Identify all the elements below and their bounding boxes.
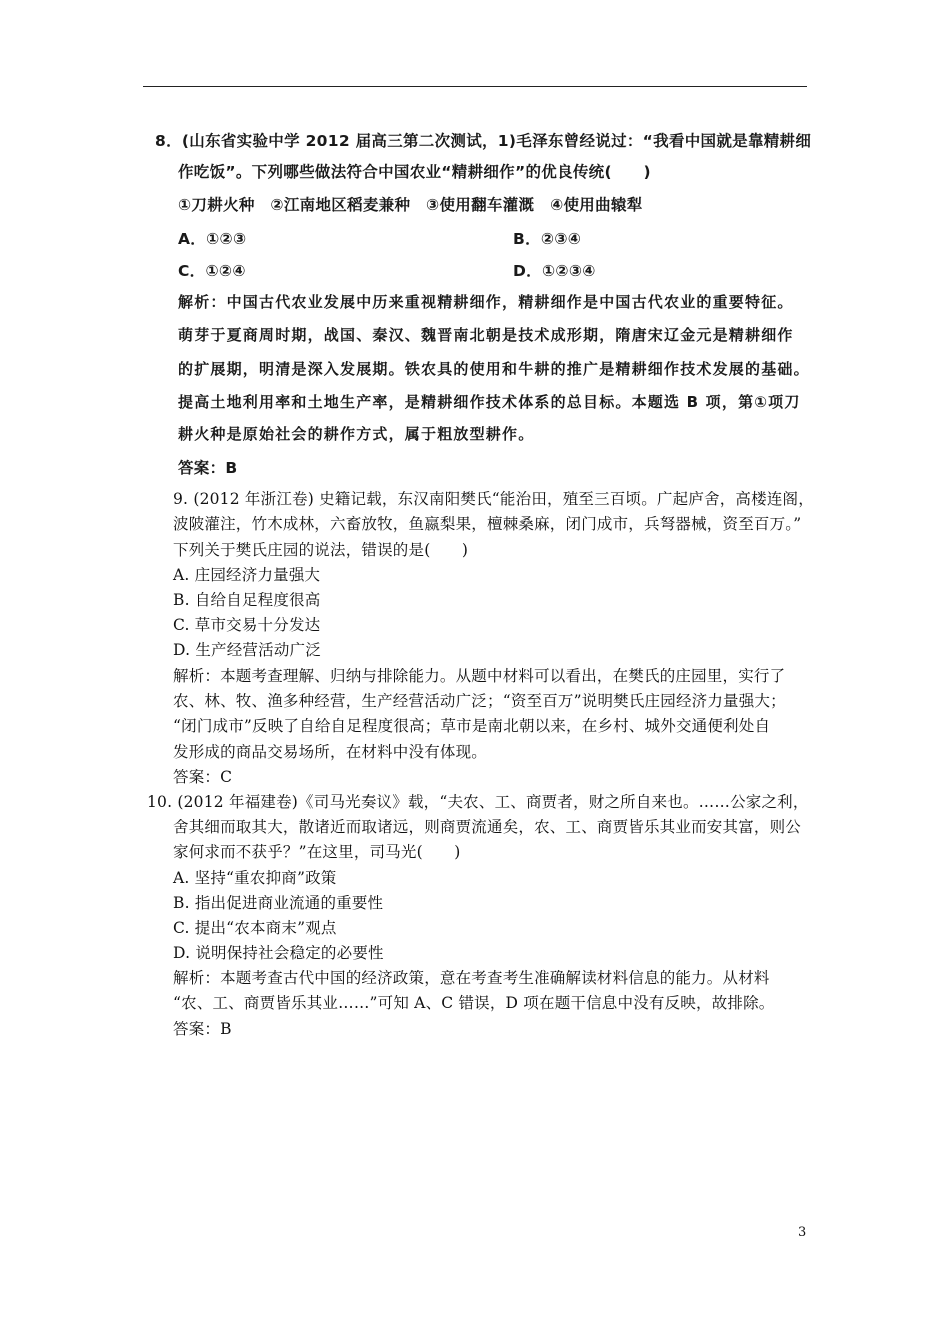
- q10-option-a: A. 坚持“重农抑商”政策: [173, 869, 337, 887]
- q9-stem-line-1: 9. (2012 年浙江卷) 史籍记载，东汉南阳樊氏“能治田，殖至三百顷。广起庐舍，高楼连阁，: [173, 490, 814, 508]
- q8-stem-line-2: 作吃饭”。下列哪些做法符合中国农业“精耕细作”的优良传统( ): [178, 163, 651, 181]
- q8-stem-line-1: 8．(山东省实验中学 2012 届高三第二次测试，1)毛泽东曾经说过：“我看中国就是靠精耕细: [155, 132, 812, 150]
- q8-option-c: C．①②④: [178, 262, 246, 280]
- q9-option-d: D. 生产经营活动广泛: [173, 641, 321, 659]
- q10-option-c: C. 提出“农本商末”观点: [173, 919, 337, 937]
- q8-option-d: D．①②③④: [513, 262, 596, 280]
- q10-stem-line-1: 10. (2012 年福建卷)《司马光奏议》载，“夫农、工、商贾者，财之所自来也。……公家之利，: [147, 793, 809, 811]
- q9-option-b: B. 自给自足程度很高: [173, 591, 321, 609]
- q9-stem-line-3: 下列关于樊氏庄园的说法，错误的是( ): [173, 541, 469, 559]
- q9-analysis-line-2: 农、林、牧、渔多种经营，生产经营活动广泛；“资至百万”说明樊氏庄园经济力量强大；: [173, 692, 786, 710]
- q9-analysis-line-4: 发形成的商品交易场所，在材料中没有体现。: [173, 743, 488, 761]
- q9-analysis-line-1: 解析：本题考查理解、归纳与排除能力。从题中材料可以看出，在樊氏的庄园里，实行了: [173, 667, 786, 685]
- page-number: 3: [798, 1225, 807, 1240]
- q9-option-c: C. 草市交易十分发达: [173, 616, 321, 634]
- q10-stem-line-2: 舍其细而取其大，散诸近而取诸远，则商贾流通矣，农、工、商贾皆乐其业而安其富，则公: [173, 818, 802, 836]
- q8-option-b: B．②③④: [513, 230, 582, 248]
- q9-answer: 答案：C: [173, 768, 233, 786]
- q10-analysis-line-2: “农、工、商贾皆乐其业……”可知 A、C 错误，D 项在题干信息中没有反映，故排除。: [173, 994, 775, 1012]
- q8-analysis-line-1: 解析：中国古代农业发展中历来重视精耕细作，精耕细作是中国古代农业的重要特征。: [178, 293, 794, 311]
- q10-answer: 答案：B: [173, 1020, 232, 1038]
- q8-analysis-line-3: 的扩展期，明清是深入发展期。铁农具的使用和牛耕的推广是精耕细作技术发展的基础。: [178, 360, 810, 378]
- q10-analysis-line-1: 解析：本题考查古代中国的经济政策，意在考查考生准确解读材料信息的能力。从材料: [173, 969, 770, 987]
- q8-option-a: A．①②③: [178, 230, 247, 248]
- q8-items: ①刀耕火种 ②江南地区稻麦兼种 ③使用翻车灌溉 ④使用曲辕犁: [178, 196, 643, 214]
- q8-analysis-line-4: 提高土地利用率和土地生产率，是精耕细作技术体系的总目标。本题选 B 项，第①项刀: [178, 393, 801, 411]
- q9-analysis-line-3: “闭门成市”反映了自给自足程度很高；草市是南北朝以来，在乡村、城外交通便利处自: [173, 717, 771, 735]
- q9-stem-line-2: 波陂灌注，竹木成林，六畜放牧，鱼嬴梨果，檀棘桑麻，闭门成市，兵弩器械，资至百万。”: [173, 515, 802, 533]
- q10-option-d: D. 说明保持社会稳定的必要性: [173, 944, 384, 962]
- q8-analysis-line-5: 耕火种是原始社会的耕作方式，属于粗放型耕作。: [178, 425, 535, 443]
- header-rule: [143, 86, 807, 87]
- q8-answer: 答案：B: [178, 459, 238, 477]
- q9-option-a: A. 庄园经济力量强大: [173, 566, 321, 584]
- q10-stem-line-3: 家何求而不获乎？”在这里，司马光( ): [173, 843, 461, 861]
- q8-analysis-line-2: 萌芽于夏商周时期，战国、秦汉、魏晋南北朝是技术成形期，隋唐宋辽金元是精耕细作: [178, 326, 794, 344]
- q10-option-b: B. 指出促进商业流通的重要性: [173, 894, 384, 912]
